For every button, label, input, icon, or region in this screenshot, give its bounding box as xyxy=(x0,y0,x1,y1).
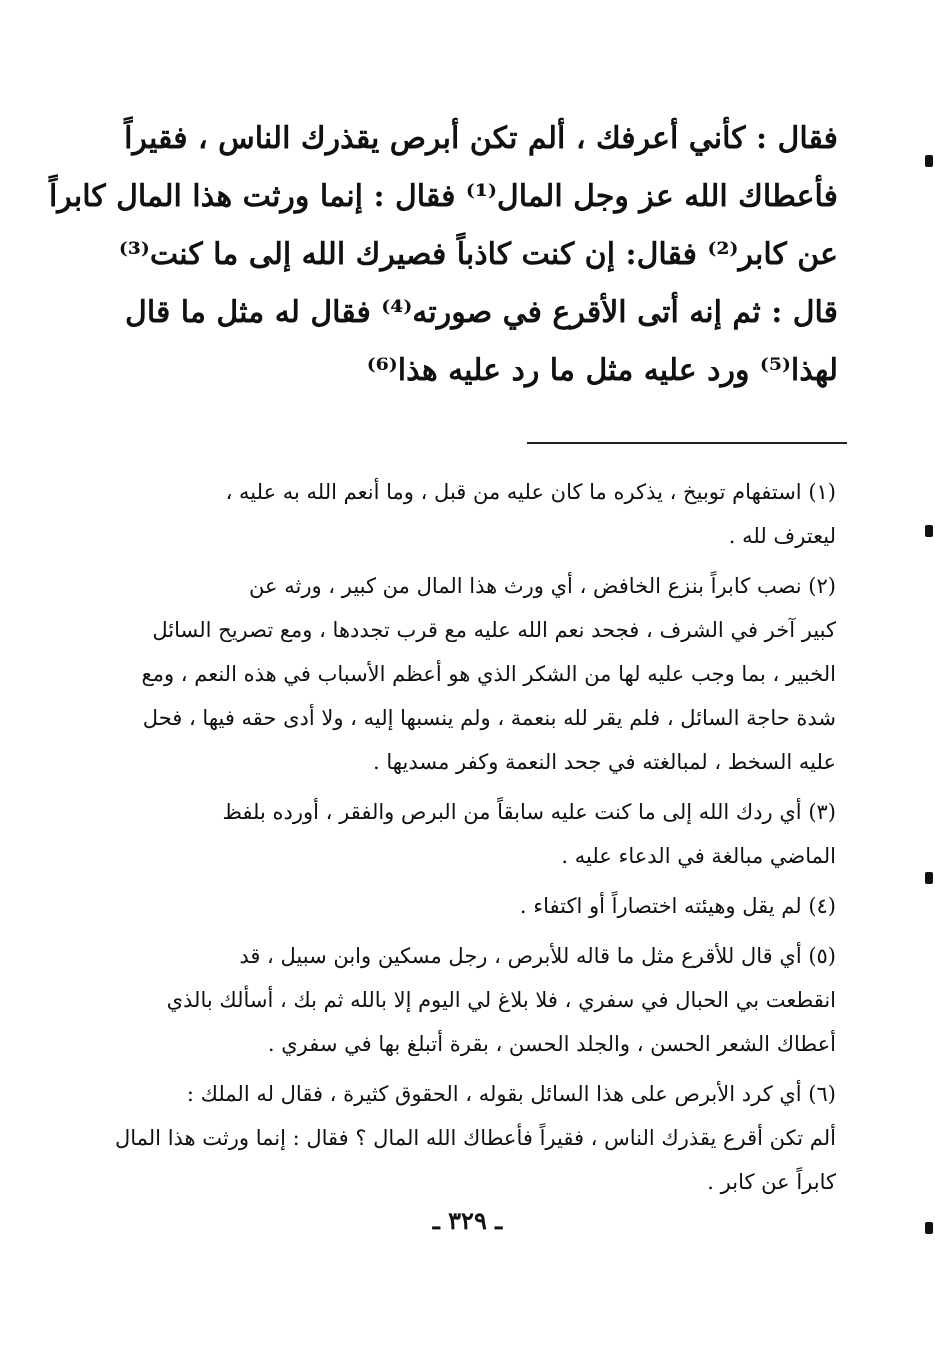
main-text-line: فقال : كأني أعرفك ، ألم تكن أبرص يقذرك الناس ، فقيراً xyxy=(124,121,838,156)
scan-edge-mark xyxy=(925,1222,933,1234)
footnote-3 xyxy=(100,790,836,878)
main-text-line: قال : ثم إنه أتى الأقرع في صورته⁽⁴⁾ فقال له مثل ما قال xyxy=(125,295,838,330)
footnote-line: (٦) أي كرد الأبرص على هذا السائل بقوله ، الحقوق كثيرة ، فقال له الملك : xyxy=(186,1082,836,1106)
main-text-line: عن كابر⁽²⁾ فقال: إن كنت كاذباً فصيرك الله إلى ما كنت⁽³⁾ xyxy=(118,237,838,272)
footnote-2 xyxy=(100,564,836,784)
footnote-4 xyxy=(100,884,836,928)
footnote-line: (١) استفهام توبيخ ، يذكره ما كان عليه من قبل ، وما أنعم الله به عليه ، xyxy=(225,480,836,504)
footnote-line: شدة حاجة السائل ، فلم يقر لله بنعمة ، ولم ينسبها إليه ، ولا أدى حقه فيها ، فحل xyxy=(142,706,836,730)
footnote-line: انقطعت بي الحبال في سفري ، فلا بلاغ لي اليوم إلا بالله ثم بك ، أسألك بالذي xyxy=(166,988,836,1012)
footnote-line: (٣) أي ردك الله إلى ما كنت عليه سابقاً من البرص والفقر ، أورده بلفظ xyxy=(222,800,836,824)
footnote-line: أعطاك الشعر الحسن ، والجلد الحسن ، بقرة أتبلغ بها في سفري . xyxy=(267,1032,836,1056)
footnote-line: (٥) أي قال للأقرع مثل ما قاله للأبرص ، رجل مسكين وابن سبيل ، قد xyxy=(239,944,836,968)
main-text-line: لهذا⁽⁵⁾ ورد عليه مثل ما رد عليه هذا⁽⁶⁾ xyxy=(366,353,838,388)
footnote-1 xyxy=(100,470,836,558)
main-text-line: فأعطاك الله عز وجل المال⁽¹⁾ فقال : إنما ورثت هذا المال كابراً xyxy=(48,179,838,214)
footnote-line: (٤) لم يقل وهيئته اختصاراً أو اكتفاء . xyxy=(519,894,836,918)
footnote-line: كبير آخر في الشرف ، فجحد نعم الله عليه مع قرب تجددها ، ومع تصريح السائل xyxy=(152,618,836,642)
scan-edge-mark xyxy=(925,155,933,167)
main-text-block xyxy=(48,110,838,400)
scan-edge-mark xyxy=(925,525,933,537)
footnote-line: الماضي مبالغة في الدعاء عليه . xyxy=(561,844,836,868)
footnote-line: الخبير ، بما وجب عليه لها من الشكر الذي هو أعظم الأسباب في هذه النعم ، ومع xyxy=(141,662,836,686)
footnote-line: ألم تكن أقرع يقذرك الناس ، فقيراً فأعطاك الله المال ؟ فقال : إنما ورثت هذا المال xyxy=(114,1126,836,1150)
footnote-6 xyxy=(100,1072,836,1204)
footnote-line: عليه السخط ، لمبالغته في جحد النعمة وكفر مسديها . xyxy=(373,750,836,774)
footnote-5 xyxy=(100,934,836,1066)
footnote-line: كابراً عن كابر . xyxy=(707,1170,836,1194)
footnote-line: (٢) نصب كابراً بنزع الخافض ، أي ورث هذا المال من كبير ، ورثه عن xyxy=(249,574,836,598)
page-number: ـ ٣٢٩ ـ xyxy=(432,1206,503,1235)
scan-edge-mark xyxy=(925,872,933,884)
footnote-divider xyxy=(527,442,847,444)
footnotes-block xyxy=(100,470,836,1204)
footnote-line: ليعترف لله . xyxy=(728,524,836,548)
